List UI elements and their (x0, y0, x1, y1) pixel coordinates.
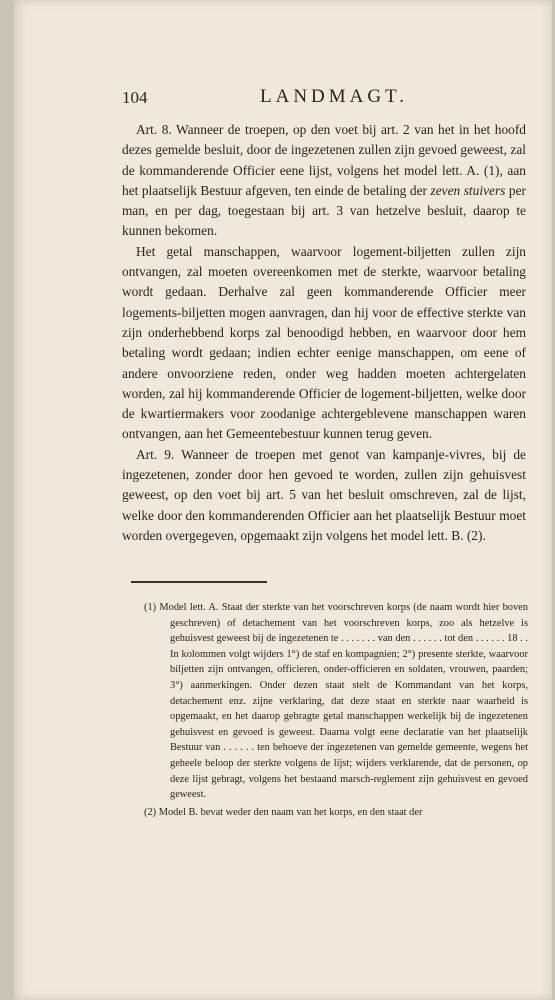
paragraph-art-8-text: Art. 8. Wanneer de troepen, op den voet bij art. 2 van het in het hoofd dezes gemelde besluit, door de ingezetenen zullen zijn gevoed geweest, zal de kommanderende Officier eene lijst, volgens het model lett. A. (1), aan het plaatselijk Bestuur afgeven, ten einde de betaling der (122, 122, 526, 198)
paragraph-art-9: Art. 9. Wanneer de troepen met genot van kampanje-vivres, bij de ingezetenen, zonder door hen gevoed te worden, zullen zijn gehuisvest geweest, op den voet bij art. 5 van het besluit omschreven, zal de lijst, welke door den kommanderenden Officier aan het plaatselijk Bestuur moet worden overgegeven, opgemaakt zijn volgens het model lett. B. (2). (122, 446, 526, 543)
body-text (122, 120, 526, 546)
footnote-divider (131, 581, 267, 583)
paragraph-art-8-end: per man, en per dag, toegestaan bij art. 3 van hetzelve besluit, daarop te kunnen bekomen. (122, 182, 526, 239)
footnote-2: (2) Model B. bevat weder den naam van het korps, en den staat der (144, 806, 423, 818)
paragraph-manschappen: Het getal manschappen, waarvoor logement-biljetten zullen zijn ontvangen, zal moeten overeenkomen met de sterkte, waarvoor betaling wordt gedaan. Derhalve zal geen kommanderende Officier meer logements-biljetten mogen aanvragen, dan hij voor de effective sterkte van zijn onderhebbend korps zal benoodigd hebben, en waarvoor door hem betaling wordt gedaan; indien echter eenige manschappen, om eene of andere onvoorziene reden, onder weg hadden moeten achtergelaten worden, zal hij kommanderende Officier de logement-biljetten, welke door de kwartiermakers voor zoodanige achtergeblevene manschappen waren ontvangen, aan het Gemeentebestuur kunnen terug geven. (122, 243, 526, 442)
page-header (122, 88, 522, 112)
page-number: 104 (122, 88, 148, 107)
running-head: LANDMAGT. (260, 86, 409, 107)
footnotes (144, 600, 528, 822)
footnote-1: (1) Model lett. A. Staat der sterkte van het voorschreven korps (de naam wordt hier boven geschreven) of detachement van het voorschreven korps, zoo als hetzelve is gehuisvest geweest bij de ingezetenen te . . . . . . . van den . . . . . . tot den . . . . . . 18 . . In kolommen volgt wijders 1°) de staf en kompagnien; 2°) presente sterkte, waarvoor biljetten zijn ontvangen, officieren, onder-officieren en soldaten, vrouwen, paarden; 3°) aanmerkingen. Onder dezen staat stelt de Kommandant van het korps, detachement enz. zijne verklaring, dat deze staat en sterkte naar waarheid is opgemaakt, en het daarop gebragte getal manschappen werkelijk bij de ingezetenen gehuisvest en gevoed is geweest. Daarna volgt eene declaratie van het plaatselijk Bestuur van . . . . . . ten behoeve der ingezetenen van gemelde gemeente, wegens het geheele beloop der sterkte volgens de lijst; wijders verklarende, dat de personen, op deze lijst gebragt, volgens het bestaand marsch-reglement zijn gehuisvest en gevoed geweest. (144, 602, 528, 801)
paragraph-art-8-italic: zeven stuivers (430, 182, 506, 198)
book-page (14, 0, 552, 1000)
paragraph-art-8 (122, 120, 526, 242)
